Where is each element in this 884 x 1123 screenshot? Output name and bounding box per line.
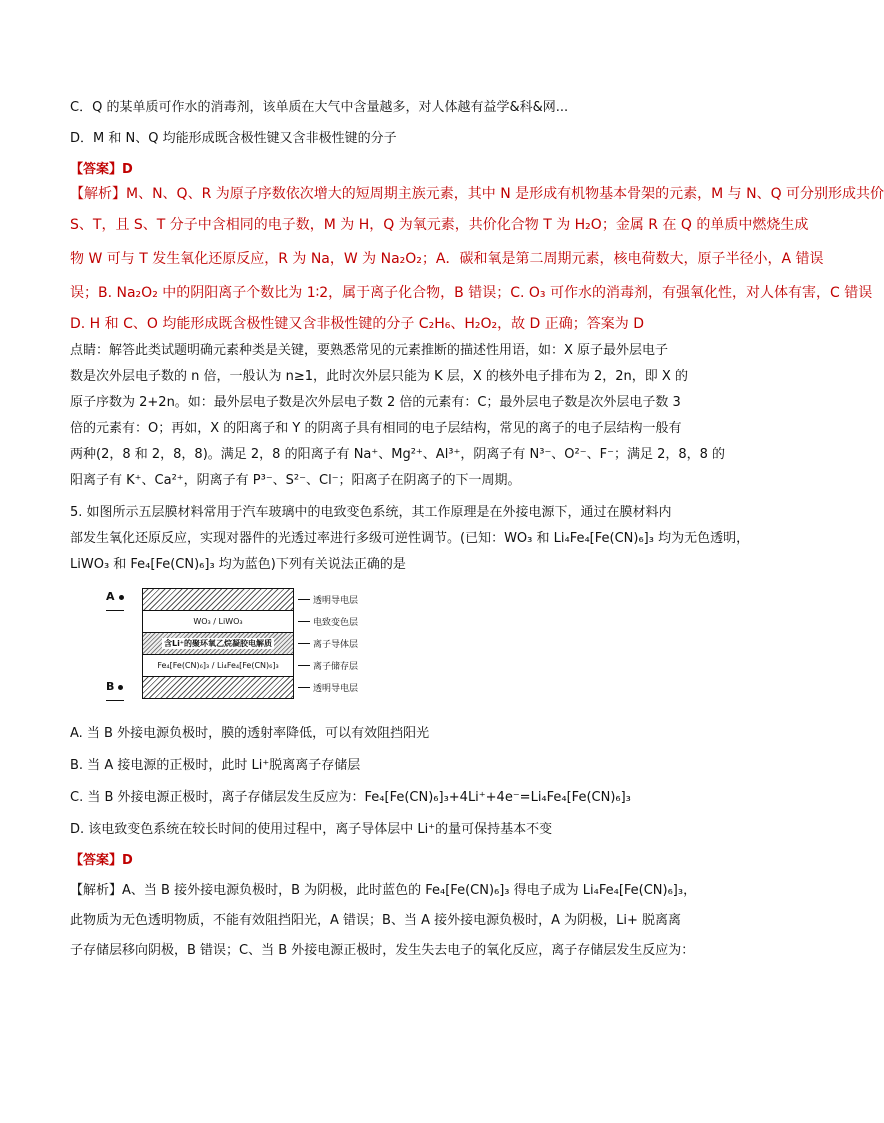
- terminal-dot-icon: [119, 595, 124, 600]
- layer-name: 透明导电层: [298, 676, 358, 698]
- tip-line: 原子序数为 2+2n。如：最外层电子数是次外层电子数 2 倍的元素有：C；最外层电子数是次外层电子数 3: [70, 395, 681, 410]
- answer-label: 【答案】D: [70, 162, 133, 177]
- layer-name: 离子储存层: [298, 654, 358, 676]
- analysis-line: 误；B. Na₂O₂ 中的阴阳离子个数比为 1∶2，属于离子化合物，B 错误；C. O₃ 可作水的消毒剂，有强氧化性，对人体有害，C 错误: [70, 285, 873, 301]
- terminal-a-label: A: [106, 590, 115, 603]
- question-text: 部发生氧化还原反应，实现对器件的光透过率进行多级可逆性调节。(已知：WO₃ 和 Li₄Fe₄[Fe(CN)₆]₃ 均为无色透明，: [70, 531, 750, 546]
- analysis-line: 子存储层移向阴极，B 错误；C、当 B 外接电源正极时，发生失去电子的氧化反应，离子存储层发生反应为：: [70, 943, 695, 958]
- layer-name: 透明导电层: [298, 588, 358, 610]
- terminal-b: [106, 680, 136, 706]
- tip-line: 数是次外层电子数的 n 倍，一般认为 n≥1，此时次外层只能为 K 层，X 的核外电子排布为 2，2n，即 X 的: [70, 369, 688, 384]
- tip-line: 阳离子有 K⁺、Ca²⁺，阴离子有 P³⁻、S²⁻、Cl⁻；阳离子在阴离子的下一周期。: [70, 473, 521, 488]
- terminal-dot-icon: [118, 685, 123, 690]
- question-option-d: D．M 和 N、Q 均能形成既含极性键又含非极性键的分子: [70, 131, 397, 146]
- wire-line: [106, 610, 124, 611]
- page-content: [70, 98, 884, 966]
- question-5: [70, 500, 750, 578]
- layer-label: Fe₄[Fe(CN)₆]₃ / Li₄Fe₄[Fe(CN)₆]₃: [157, 661, 279, 670]
- layer-electrochromic: [143, 611, 293, 633]
- layer-name: 电致变色层: [298, 610, 358, 632]
- tip-block: [70, 338, 725, 494]
- electrochromic-diagram: [106, 586, 426, 706]
- analysis-line: D. H 和 C、O 均能形成既含极性键又含非极性键的分子 C₂H₆、H₂O₂，故 D 正确；答案为 D: [70, 316, 645, 332]
- question-text: LiWO₃ 和 Fe₄[Fe(CN)₆]₃ 均为蓝色)下列有关说法正确的是: [70, 557, 406, 572]
- option-d: D. 该电致变色系统在较长时间的使用过程中，离子导体层中 Li⁺的量可保持基本不变: [70, 822, 553, 837]
- tip-line: 点睛：解答此类试题明确元素种类是关键，要熟悉常见的元素推断的描述性用语，如：X 原子最外层电子: [70, 343, 669, 358]
- question-option-c: C．Q 的某单质可作水的消毒剂，该单质在大气中含量越多，对人体越有益学&科&网...: [70, 100, 569, 115]
- analysis-block-2: [70, 876, 725, 966]
- answer-label: 【答案】D: [70, 853, 133, 868]
- option-b: B. 当 A 接电源的正极时，此时 Li⁺脱离离子存储层: [70, 758, 361, 773]
- layer-transparent-bottom: [143, 677, 293, 698]
- option-a: A. 当 B 外接电源负极时，膜的透射率降低，可以有效阻挡阳光: [70, 726, 430, 741]
- analysis-line: 物 W 可与 T 发生氧化还原反应，R 为 Na，W 为 Na₂O₂；A．碳和氧是第二周期元素，核电荷数大，原子半径小，A 错误: [70, 251, 824, 267]
- layer-label: WO₃ / LiWO₃: [193, 617, 243, 626]
- analysis-line: 【解析】M、N、Q、R 为原子序数依次增大的短周期主族元素，其中 N 是形成有机物基本骨架的元素，M 与 N、Q 可分别形成共价: [70, 186, 884, 202]
- analysis-line: 【解析】A、当 B 接外接电源负极时，B 为阴极，此时蓝色的 Fe₄[Fe(CN)₆]₃ 得电子成为 Li₄Fe₄[Fe(CN)₆]₃，: [70, 883, 697, 898]
- layer-stack: [142, 588, 294, 699]
- layer-name: 离子导体层: [298, 632, 358, 654]
- tip-line: 倍的元素有：O；再如，X 的阳离子和 Y 的阴离子具有相同的电子层结构，常见的离子的电子层结构一般有: [70, 421, 682, 436]
- layer-transparent-top: [143, 589, 293, 611]
- analysis-block-1: [70, 180, 884, 338]
- layer-ion-storage: [143, 655, 293, 677]
- layer-label: 含Li⁺的聚环氧乙烷凝胶电解质: [163, 639, 273, 648]
- layer-ion-conductor: [143, 633, 293, 655]
- analysis-line: 此物质为无色透明物质，不能有效阻挡阳光，A 错误；B、当 A 接外接电源负极时，A 为阴极，Li+ 脱离离: [70, 913, 682, 928]
- option-c: C. 当 B 外接电源正极时，离子存储层发生反应为：Fe₄[Fe(CN)₆]₃+4Li⁺+4e⁻=Li₄Fe₄[Fe(CN)₆]₃: [70, 790, 631, 805]
- wire-line: [106, 700, 124, 701]
- tip-line: 两种(2，8 和 2，8，8)。满足 2，8 的阳离子有 Na⁺、Mg²⁺、Al³⁺，阴离子有 N³⁻、O²⁻、F⁻；满足 2，8，8 的: [70, 447, 726, 462]
- terminal-a: [106, 590, 136, 616]
- terminal-b-label: B: [106, 680, 115, 693]
- layer-labels: [298, 588, 358, 698]
- options-block: [70, 718, 725, 846]
- question-text: 5. 如图所示五层膜材料常用于汽车玻璃中的电致变色系统，其工作原理是在外接电源下，通过在膜材料内: [70, 505, 672, 520]
- analysis-line: S、T，且 S、T 分子中含相同的电子数，M 为 H，Q 为氧元素，共价化合物 T 为 H₂O；金属 R 在 Q 的单质中燃烧生成: [70, 217, 809, 233]
